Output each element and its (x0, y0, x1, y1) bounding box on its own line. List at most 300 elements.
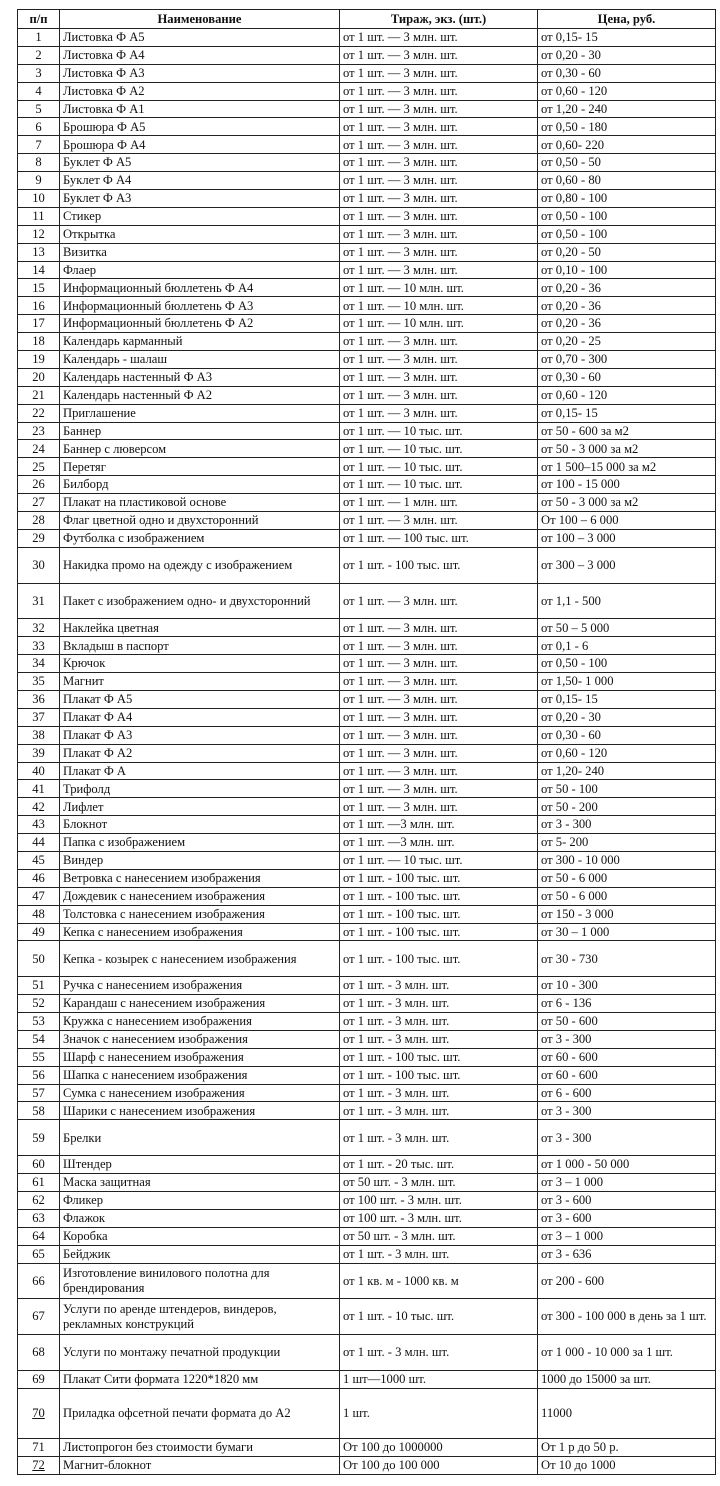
row-quantity: от 1 шт. - 3 млн. шт. (343, 978, 450, 993)
table-row (18, 154, 716, 172)
table-row (18, 1388, 716, 1438)
row-price: от 1 000 - 50 000 (541, 1157, 630, 1172)
table-row (18, 834, 716, 852)
row-name: Календарь настенный Ф А2 (63, 388, 213, 402)
table-row (18, 82, 716, 100)
row-number: 14 (32, 262, 45, 277)
row-name: Карандаш с нанесением изображения (63, 996, 266, 1011)
row-name: Футболка с изображением (63, 531, 205, 546)
row-number: 64 (32, 1228, 45, 1243)
row-number: 1 (35, 30, 42, 45)
row-price: от 300 - 100 000 в день за 1 шт. (541, 1309, 707, 1324)
row-name: Листовка Ф А3 (63, 65, 145, 80)
row-quantity: от 1 шт. — 3 млн. шт. (343, 692, 458, 707)
header-qty: Тираж, экз. (шт.) (340, 10, 538, 29)
row-price: от 3 - 300 (541, 1032, 592, 1047)
row-name: Календарь настенный Ф А3 (63, 370, 213, 385)
row-quantity: от 1 шт. — 10 млн. шт. (343, 280, 464, 295)
row-number: 34 (32, 656, 45, 671)
row-quantity: от 1 шт. - 3 млн. шт. (343, 1014, 450, 1029)
row-quantity: от 1 шт. —3 млн. шт. (343, 835, 455, 850)
row-name: Билборд (63, 477, 109, 492)
row-name: Толстовка с нанесением изображения (63, 906, 265, 921)
row-number: 6 (35, 119, 42, 134)
row-name: Открытка (63, 226, 116, 241)
table-row (18, 941, 716, 977)
row-quantity: от 1 шт. - 100 тыс. шт. (343, 924, 461, 939)
row-quantity: от 1 шт. — 3 млн. шт. (343, 370, 458, 385)
table-row (18, 1438, 716, 1456)
row-price: от 1,20- 240 (541, 763, 605, 778)
row-price: от 50 - 3 000 за м2 (541, 495, 639, 510)
table-row (18, 762, 716, 780)
row-price: от 0,60 - 80 (541, 173, 601, 188)
row-quantity: от 1 шт. — 3 млн. шт. (343, 65, 458, 80)
row-number: 52 (32, 996, 45, 1011)
row-quantity: от 1 шт. — 10 тыс. шт. (343, 441, 463, 456)
row-price: от 1,20 - 240 (541, 101, 608, 116)
table-row (18, 422, 716, 440)
table-row (18, 1013, 716, 1031)
table-row (18, 404, 716, 422)
table-row (18, 726, 716, 744)
row-name: Ручка с нанесением изображения (63, 978, 243, 993)
row-name: Шарики с нанесением изображения (63, 1103, 256, 1118)
row-number: 38 (32, 727, 45, 742)
row-number: 39 (32, 745, 45, 760)
row-price: От 1 р до 50 р. (541, 1439, 619, 1454)
row-price: от 300 - 10 000 (541, 853, 620, 868)
row-number: 45 (32, 853, 45, 868)
row-name: Листовка Ф А1 (63, 101, 145, 116)
header-name: Наименование (60, 10, 340, 29)
row-quantity: от 1 шт. — 3 млн. шт. (343, 352, 458, 367)
row-number: 69 (32, 1372, 45, 1387)
table-row (18, 816, 716, 834)
row-quantity: от 1 шт. — 3 млн. шт. (343, 745, 458, 760)
row-quantity: от 1 шт. — 10 тыс. шт. (343, 853, 463, 868)
row-number: 3 (35, 65, 42, 80)
table-row (18, 1174, 716, 1192)
table-row (18, 1102, 716, 1120)
row-quantity: от 1 шт. — 3 млн. шт. (343, 48, 458, 63)
table-row (18, 977, 716, 995)
row-quantity: от 1 шт. — 3 млн. шт. (343, 119, 458, 134)
row-name: Плакат Ф А4 (63, 710, 133, 725)
row-quantity: от 1 шт. — 3 млн. шт. (343, 727, 458, 742)
row-number: 68 (32, 1345, 45, 1360)
row-price: от 3 - 300 (541, 1130, 592, 1145)
row-price: от 0,15- 15 (541, 405, 598, 420)
row-quantity: от 1 шт. — 3 млн. шт. (343, 638, 458, 653)
header-num: п/п (18, 10, 60, 29)
row-name: Флаг цветной одно и двухсторонний (63, 513, 259, 528)
row-name: Перетяг (63, 459, 106, 474)
row-number: 24 (32, 441, 45, 456)
row-price: от 0,20 - 25 (541, 334, 601, 349)
row-quantity: от 1 кв. м - 1000 кв. м (343, 1273, 459, 1288)
row-price: от 30 - 730 (541, 951, 598, 966)
row-name: Кепка - козырек с нанесением изображения (63, 951, 297, 966)
row-price: от 0,60 - 120 (541, 83, 608, 98)
row-name: Фликер (63, 1193, 104, 1208)
table-row (18, 529, 716, 547)
table-row (18, 64, 716, 82)
row-number: 61 (32, 1175, 45, 1190)
row-quantity: от 1 шт. — 3 млн. шт. (343, 781, 458, 796)
row-name: Буклет Ф А3 (63, 191, 132, 206)
row-number: 51 (32, 978, 45, 993)
table-row (18, 708, 716, 726)
row-name: Ветровка с нанесением изображения (63, 871, 261, 886)
row-price: от 0,50 - 100 (541, 226, 608, 241)
row-quantity: от 1 шт. — 100 тыс. шт. (343, 531, 469, 546)
row-quantity: от 1 шт. — 3 млн. шт. (343, 593, 458, 608)
row-number: 37 (32, 710, 45, 725)
row-quantity: от 1 шт. — 3 млн. шт. (343, 674, 458, 689)
row-quantity: от 1 шт. — 3 млн. шт. (343, 137, 458, 152)
row-number: 48 (32, 906, 45, 921)
table-row (18, 279, 716, 297)
row-price: от 0,20 - 36 (541, 298, 601, 313)
row-price: от 60 - 600 (541, 1050, 598, 1064)
table-row (18, 172, 716, 190)
row-name: Наклейка цветная (63, 620, 159, 635)
row-name: Вкладыш в паспорт (63, 638, 169, 653)
table-row (18, 869, 716, 887)
row-number: 41 (32, 781, 45, 796)
row-number: 10 (32, 191, 45, 206)
row-price: от 0,15- 15 (541, 692, 598, 707)
row-price: от 50 - 600 за м2 (541, 423, 629, 438)
row-name: Флаер (63, 262, 97, 277)
row-name: Кепка с нанесением изображения (63, 924, 243, 939)
row-quantity: от 1 шт. — 1 млн. шт. (343, 495, 458, 510)
row-name: Шапка с нанесением изображения (63, 1067, 248, 1082)
row-quantity: 1 шт. (343, 1406, 370, 1421)
row-quantity: от 1 шт. - 100 тыс. шт. (343, 906, 461, 921)
table-row (18, 333, 716, 351)
table-row (18, 583, 716, 619)
row-price: от 6 - 600 (541, 1085, 592, 1100)
row-price: от 0,30 - 60 (541, 370, 601, 385)
table-row (18, 798, 716, 816)
row-name: Информационный бюллетень Ф А2 (63, 316, 254, 331)
row-name: Услуги по монтажу печатной продукции (63, 1345, 281, 1360)
table-row (18, 744, 716, 762)
row-price: от 3 - 600 (541, 1211, 592, 1226)
row-number: 58 (32, 1103, 45, 1118)
table-row (18, 190, 716, 208)
row-number: 7 (35, 137, 42, 152)
row-name: Плакат Сити формата 1220*1820 мм (63, 1372, 259, 1387)
row-number: 25 (32, 459, 45, 474)
row-name: Баннер с люверсом (63, 441, 167, 456)
row-price: от 50 – 5 000 (541, 620, 610, 635)
row-name: Брошюра Ф А5 (63, 119, 146, 134)
row-name: Трифолд (63, 781, 111, 796)
row-number: 60 (32, 1157, 45, 1172)
row-quantity: от 1 шт. — 3 млн. шт. (343, 799, 458, 814)
row-number: 43 (32, 817, 45, 832)
row-number: 59 (32, 1130, 45, 1145)
row-price: от 6 - 136 (541, 996, 592, 1011)
table-row (18, 547, 716, 583)
row-number: 33 (32, 638, 45, 653)
row-quantity: от 1 шт. - 3 млн. шт. (343, 996, 450, 1011)
row-number: 16 (32, 298, 45, 313)
row-name: Приладка офсетной печати формата до А2 (63, 1406, 291, 1421)
table-row (18, 1299, 716, 1335)
row-quantity: от 1 шт. - 100 тыс. шт. (343, 1050, 461, 1064)
row-quantity: от 1 шт. — 3 млн. шт. (343, 763, 458, 778)
row-number: 66 (32, 1273, 45, 1288)
row-price: от 0,60 - 120 (541, 388, 608, 402)
row-name: Дождевик с нанесением изображения (63, 888, 266, 903)
row-price: от 10 - 300 (541, 978, 598, 993)
row-name: Значок с нанесением изображения (63, 1032, 248, 1047)
row-quantity: от 1 шт. - 3 млн. шт. (343, 1103, 450, 1118)
row-quantity: от 1 шт. —3 млн. шт. (343, 817, 455, 832)
table-body (18, 29, 716, 1475)
row-quantity: от 1 шт. — 3 млн. шт. (343, 30, 458, 45)
row-number: 62 (32, 1193, 45, 1208)
table-row (18, 1456, 716, 1474)
table-row (18, 225, 716, 243)
row-quantity: от 1 шт. - 3 млн. шт. (343, 1345, 450, 1360)
row-quantity: От 100 до 100 000 (343, 1457, 440, 1472)
row-number: 50 (32, 951, 45, 966)
row-number: 44 (32, 835, 45, 850)
row-name: Листопрогон без стоимости бумаги (63, 1439, 253, 1454)
row-price: от 50 - 200 (541, 799, 598, 814)
row-price: от 0,20 - 36 (541, 280, 601, 295)
row-number: 67 (32, 1309, 45, 1324)
row-number: 29 (32, 531, 45, 546)
row-number: 21 (32, 388, 45, 402)
row-number: 40 (32, 763, 45, 778)
table-row (18, 1084, 716, 1102)
row-number: 55 (32, 1050, 45, 1064)
row-number: 70 (32, 1406, 45, 1421)
row-price: от 0,50 - 100 (541, 656, 608, 671)
row-number: 65 (32, 1246, 45, 1261)
row-number: 31 (32, 593, 45, 608)
row-name: Штендер (63, 1157, 112, 1172)
row-quantity: от 1 шт. — 3 млн. шт. (343, 262, 458, 277)
row-number: 72 (32, 1457, 45, 1472)
row-number: 32 (32, 620, 45, 635)
row-price: от 0,15- 15 (541, 30, 598, 45)
row-name: Пакет с изображением одно- и двухсторонний (63, 593, 311, 608)
table-row (18, 440, 716, 458)
row-name: Услуги по аренде штендеров, виндеров, рекламных конструкций (63, 1302, 277, 1331)
row-name: Информационный бюллетень Ф А3 (63, 298, 254, 313)
row-number: 18 (32, 334, 45, 349)
row-name: Маска защитная (63, 1175, 151, 1190)
row-name: Визитка (63, 244, 107, 259)
row-price: от 5- 200 (541, 835, 589, 850)
row-price: от 1 000 - 10 000 за 1 шт. (541, 1345, 673, 1360)
table-row (18, 458, 716, 476)
table-row (18, 655, 716, 673)
row-name: Изготовление винилового полотна для брендирования (63, 1266, 270, 1295)
row-quantity: от 1 шт. - 100 тыс. шт. (343, 1067, 461, 1082)
row-number: 47 (32, 888, 45, 903)
row-quantity: от 1 шт. — 3 млн. шт. (343, 155, 458, 170)
table-row (18, 1191, 716, 1209)
row-number: 13 (32, 244, 45, 259)
row-name: Шарф с нанесением изображения (63, 1050, 244, 1064)
row-quantity: от 1 шт. — 10 млн. шт. (343, 316, 464, 331)
row-quantity: от 1 шт. — 3 млн. шт. (343, 388, 458, 402)
table-row (18, 637, 716, 655)
row-price: от 3 - 300 (541, 817, 592, 832)
row-name: Крючок (63, 656, 106, 671)
table-row (18, 207, 716, 225)
row-number: 22 (32, 405, 45, 420)
table-row (18, 512, 716, 530)
row-quantity: от 1 шт. - 100 тыс. шт. (343, 888, 461, 903)
row-number: 20 (32, 370, 45, 385)
row-quantity: от 1 шт. — 3 млн. шт. (343, 244, 458, 259)
row-number: 54 (32, 1032, 45, 1047)
row-price: от 0,70 - 300 (541, 352, 608, 367)
row-price: от 50 - 600 (541, 1014, 598, 1029)
row-name: Листовка Ф А5 (63, 30, 145, 45)
table-row (18, 351, 716, 369)
row-quantity: от 100 шт. - 3 млн. шт. (343, 1211, 462, 1226)
table-row (18, 118, 716, 136)
row-price: от 3 - 300 (541, 1103, 592, 1118)
row-price: от 0,10 - 100 (541, 262, 608, 277)
row-quantity: от 1 шт. — 3 млн. шт. (343, 710, 458, 725)
row-price: От 100 – 6 000 (541, 513, 619, 528)
row-quantity: от 1 шт. - 100 тыс. шт. (343, 557, 461, 572)
table-row (18, 673, 716, 691)
row-name: Плакат Ф А3 (63, 727, 133, 742)
row-number: 2 (35, 48, 42, 63)
table-row (18, 1030, 716, 1048)
row-name: Информационный бюллетень Ф А4 (63, 280, 254, 295)
row-price: от 50 - 3 000 за м2 (541, 441, 639, 456)
row-name: Накидка промо на одежду с изображением (63, 557, 293, 572)
row-number: 17 (32, 316, 45, 331)
row-quantity: от 1 шт. — 10 тыс. шт. (343, 423, 463, 438)
row-quantity: от 1 шт. — 3 млн. шт. (343, 226, 458, 241)
table-row (18, 100, 716, 118)
row-price: от 0,50 - 50 (541, 155, 601, 170)
row-price: от 0,20 - 30 (541, 48, 601, 63)
row-number: 23 (32, 423, 45, 438)
row-name: Магнит (63, 674, 104, 689)
row-name: Папка с изображением (63, 835, 186, 850)
row-quantity: от 1 шт. - 3 млн. шт. (343, 1130, 450, 1145)
table-row (18, 1120, 716, 1156)
row-price: от 1,50- 1 000 (541, 674, 614, 689)
row-name: Брелки (63, 1130, 102, 1145)
row-name: Бейджик (63, 1246, 111, 1261)
row-name: Буклет Ф А4 (63, 173, 132, 188)
row-quantity: от 100 шт. - 3 млн. шт. (343, 1193, 462, 1208)
row-name: Магнит-блокнот (63, 1457, 152, 1472)
row-price: от 100 - 15 000 (541, 477, 620, 492)
row-price: от 0,60- 220 (541, 137, 605, 152)
row-number: 49 (32, 924, 45, 939)
row-price: от 1 500–15 000 за м2 (541, 459, 657, 474)
table-row (18, 923, 716, 941)
row-price: от 0,1 - 6 (541, 638, 589, 653)
row-number: 11 (32, 209, 45, 224)
table-row (18, 368, 716, 386)
row-name: Приглашение (63, 405, 136, 420)
row-number: 71 (32, 1439, 45, 1454)
row-quantity: от 1 шт. - 3 млн. шт. (343, 1032, 450, 1047)
row-price: от 0,80 - 100 (541, 191, 608, 206)
row-price: от 3 – 1 000 (541, 1175, 604, 1190)
row-number: 8 (35, 155, 42, 170)
table-row (18, 29, 716, 47)
row-quantity: от 1 шт. — 10 тыс. шт. (343, 477, 463, 492)
row-price: от 1,1 - 500 (541, 593, 601, 608)
row-price: от 0,20 - 30 (541, 710, 601, 725)
row-name: Плакат на пластиковой основе (63, 495, 227, 510)
row-price: от 0,50 - 100 (541, 209, 608, 224)
row-number: 57 (32, 1085, 45, 1100)
row-number: 46 (32, 871, 45, 886)
row-price: От 10 до 1000 (541, 1457, 616, 1472)
table-row (18, 690, 716, 708)
row-number: 4 (35, 83, 42, 98)
table-row (18, 1227, 716, 1245)
row-price: от 3 - 636 (541, 1246, 592, 1261)
row-price: от 100 – 3 000 (541, 531, 616, 546)
row-quantity: от 1 шт. — 3 млн. шт. (343, 405, 458, 420)
row-quantity: 1 шт—1000 шт. (343, 1372, 426, 1387)
row-price: от 0,20 - 36 (541, 316, 601, 331)
row-number: 53 (32, 1014, 45, 1029)
row-quantity: от 1 шт. — 3 млн. шт. (343, 209, 458, 224)
row-name: Буклет Ф А5 (63, 155, 132, 170)
row-price: от 3 - 600 (541, 1193, 592, 1208)
row-number: 63 (32, 1211, 45, 1226)
row-quantity: от 1 шт. - 100 тыс. шт. (343, 871, 461, 886)
row-quantity: от 1 шт. — 3 млн. шт. (343, 656, 458, 671)
row-quantity: от 1 шт. — 3 млн. шт. (343, 173, 458, 188)
row-quantity: от 1 шт. - 100 тыс. шт. (343, 951, 461, 966)
row-price: от 60 - 600 (541, 1067, 598, 1082)
table-row (18, 1245, 716, 1263)
row-quantity: от 1 шт. - 3 млн. шт. (343, 1246, 450, 1261)
row-number: 28 (32, 513, 45, 528)
table-row (18, 494, 716, 512)
row-price: от 50 - 100 (541, 781, 598, 796)
row-quantity: от 1 шт. — 3 млн. шт. (343, 513, 458, 528)
row-price: от 0,60 - 120 (541, 745, 608, 760)
table-row (18, 136, 716, 154)
row-name: Календарь карманный (63, 334, 183, 349)
table-row (18, 619, 716, 637)
table-row (18, 780, 716, 798)
header-price: Цена, руб. (538, 10, 716, 29)
table-row (18, 1370, 716, 1388)
row-price: от 300 – 3 000 (541, 557, 616, 572)
row-price: от 0,30 - 60 (541, 727, 601, 742)
row-quantity: от 1 шт. — 3 млн. шт. (343, 83, 458, 98)
row-price: от 0,30 - 60 (541, 65, 601, 80)
row-price: от 200 - 600 (541, 1273, 605, 1288)
table-row (18, 386, 716, 404)
